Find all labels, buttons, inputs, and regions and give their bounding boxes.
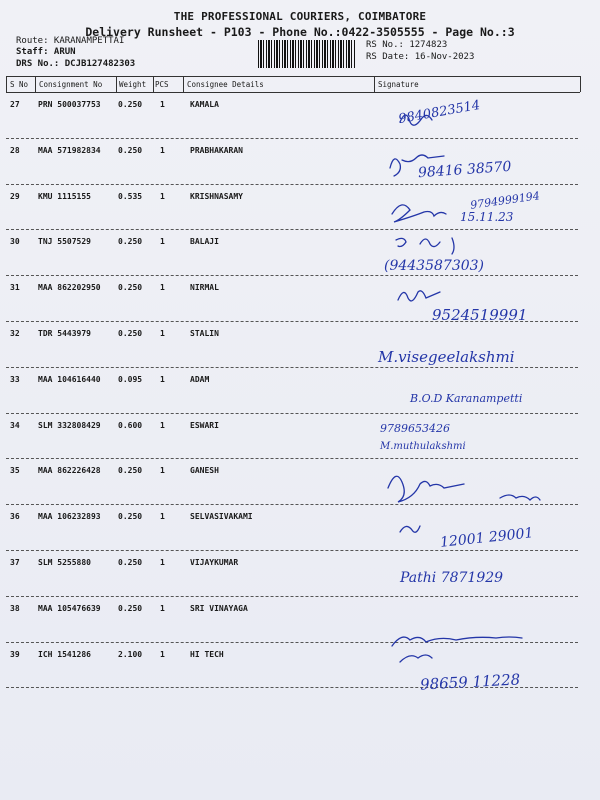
row-pcs: 1 xyxy=(160,603,165,613)
row-sno: 39 xyxy=(10,649,20,659)
row-separator xyxy=(6,413,578,414)
row-weight: 0.095 xyxy=(118,374,143,384)
signature-34-name: M.muthulakshmi xyxy=(380,441,466,452)
row-weight: 0.600 xyxy=(118,420,143,430)
col-divider xyxy=(116,76,117,92)
row-consignment-no: MAA 571982834 xyxy=(38,145,101,155)
row-consignment-no: ICH 1541286 xyxy=(38,649,91,659)
row-weight: 0.250 xyxy=(118,329,143,338)
row-consignee: BALAJI xyxy=(190,237,219,247)
row-consignee: PRABHAKARAN xyxy=(190,145,243,155)
header-bottom-rule xyxy=(6,92,580,93)
row-pcs: 1 xyxy=(160,466,165,476)
row-separator xyxy=(6,275,578,276)
signature-31: 9524519991 xyxy=(432,306,528,324)
row-weight: 0.250 xyxy=(118,237,143,247)
col-header-pcs: PCS xyxy=(155,80,169,89)
row-weight: 0.250 xyxy=(118,512,143,522)
col-divider xyxy=(6,76,7,92)
row-separator xyxy=(6,229,578,230)
row-pcs: 1 xyxy=(160,512,165,522)
col-header-signature: Signature xyxy=(378,80,419,89)
row-consignee: ESWARI xyxy=(190,420,219,430)
row-pcs: 1 xyxy=(160,374,165,384)
col-divider xyxy=(35,76,36,92)
signature-27: 9840823514 xyxy=(397,97,482,128)
row-sno: 30 xyxy=(10,237,20,247)
col-divider xyxy=(374,76,375,92)
row-consignment-no: KMU 1115155 xyxy=(38,191,91,201)
row-consignee: SRI VINAYAGA xyxy=(190,603,248,613)
rs-date: RS Date: 16-Nov-2023 xyxy=(366,52,475,62)
row-consignment-no: SLM 5255880 xyxy=(38,558,91,567)
row-weight: 0.250 xyxy=(118,558,143,567)
row-consignee: ADAM xyxy=(190,374,210,384)
route: Route: KARANAMPETTAI xyxy=(16,36,125,46)
row-sno: 31 xyxy=(10,283,20,293)
sheet-title: Delivery Runsheet - P103 - Phone No.:0422-3505555 - Page No.:3 xyxy=(85,25,515,39)
row-weight: 0.250 xyxy=(118,603,143,613)
row-weight: 0.535 xyxy=(118,191,143,201)
signature-29: 15.11.23 xyxy=(460,210,514,224)
row-consignment-no: SLM 332808429 xyxy=(38,420,101,430)
drs-number: DRS No.: DCJB127482303 xyxy=(16,59,136,69)
signature-33: B.O.D Karanampetti xyxy=(410,392,523,405)
row-consignment-no: TDR 5443979 xyxy=(38,329,91,338)
row-separator xyxy=(6,550,578,551)
row-pcs: 1 xyxy=(160,558,165,567)
row-sno: 33 xyxy=(10,374,20,384)
row-sno: 34 xyxy=(10,420,20,430)
col-header-consignee: Consignee Details xyxy=(187,80,264,89)
col-header-consignment: Consignment No xyxy=(39,80,103,89)
row-sno: 38 xyxy=(10,603,20,613)
signature-36-stroke xyxy=(400,526,420,532)
col-header-sno: S No xyxy=(10,80,29,89)
row-sno: 28 xyxy=(10,145,20,155)
row-pcs: 1 xyxy=(160,237,165,247)
col-header-weight: Weight xyxy=(119,80,147,89)
row-pcs: 1 xyxy=(160,191,165,201)
row-weight: 0.250 xyxy=(118,283,143,293)
signature-30-stroke xyxy=(396,238,454,254)
row-pcs: 1 xyxy=(160,100,165,109)
row-pcs: 1 xyxy=(160,145,165,155)
row-consignment-no: MAA 862226428 xyxy=(38,466,101,476)
row-sno: 27 xyxy=(10,100,20,109)
signature-31-stroke xyxy=(398,291,440,301)
row-sno: 37 xyxy=(10,558,20,567)
signature-35-stroke xyxy=(388,476,540,502)
signature-29-stroke xyxy=(392,205,446,222)
signature-34: 9789653426 xyxy=(380,422,450,435)
col-divider xyxy=(580,76,581,92)
row-consignment-no: PRN 500037753 xyxy=(38,100,101,109)
row-separator xyxy=(6,504,578,505)
row-weight: 0.250 xyxy=(118,466,143,476)
staff: Staff: ARUN xyxy=(16,47,76,57)
row-consignment-no: TNJ 5507529 xyxy=(38,237,91,247)
row-consignee: HI TECH xyxy=(190,649,224,659)
row-consignment-no: MAA 104616440 xyxy=(38,374,101,384)
row-sno: 35 xyxy=(10,466,20,476)
rs-number: RS No.: 1274823 xyxy=(366,40,448,50)
signature-36: 12001 29001 xyxy=(439,525,535,551)
row-separator xyxy=(6,642,578,643)
signature-39: 98659 11228 xyxy=(419,670,521,694)
row-separator xyxy=(6,138,578,139)
row-weight: 0.250 xyxy=(118,100,143,109)
row-consignee: KRISHNASAMY xyxy=(190,191,243,201)
row-consignee: STALIN xyxy=(190,329,219,338)
row-consignee: KAMALA xyxy=(190,100,219,109)
header-top-rule xyxy=(6,76,580,77)
row-separator xyxy=(6,458,578,459)
row-pcs: 1 xyxy=(160,329,165,338)
row-sno: 32 xyxy=(10,329,20,338)
row-separator xyxy=(6,184,578,185)
row-sno: 29 xyxy=(10,191,20,201)
row-consignee: NIRMAL xyxy=(190,283,219,293)
col-divider xyxy=(183,76,184,92)
company-name: THE PROFESSIONAL COURIERS, COIMBATORE xyxy=(173,10,427,23)
row-separator xyxy=(6,367,578,368)
row-consignee: GANESH xyxy=(190,466,219,476)
col-divider xyxy=(153,76,154,92)
row-consignment-no: MAA 106232893 xyxy=(38,512,101,522)
row-consignment-no: MAA 105476639 xyxy=(38,603,101,613)
row-pcs: 1 xyxy=(160,283,165,293)
row-consignee: VIJAYKUMAR xyxy=(190,558,239,567)
row-pcs: 1 xyxy=(160,649,165,659)
signature-30: (9443587303) xyxy=(384,258,484,274)
signature-28: 98416 38570 xyxy=(417,158,512,182)
signature-32: M.visegeelakshmi xyxy=(378,348,515,366)
row-separator xyxy=(6,596,578,597)
row-consignee: SELVASIVAKAMI xyxy=(190,512,253,522)
signature-29-phone: 9794999194 xyxy=(469,189,541,212)
signature-37: Pathi 7871929 xyxy=(400,570,504,586)
row-pcs: 1 xyxy=(160,420,165,430)
row-sno: 36 xyxy=(10,512,20,522)
row-weight: 0.250 xyxy=(118,145,143,155)
row-weight: 2.100 xyxy=(118,649,143,659)
row-consignment-no: MAA 862202950 xyxy=(38,283,101,293)
barcode-image xyxy=(258,40,356,68)
